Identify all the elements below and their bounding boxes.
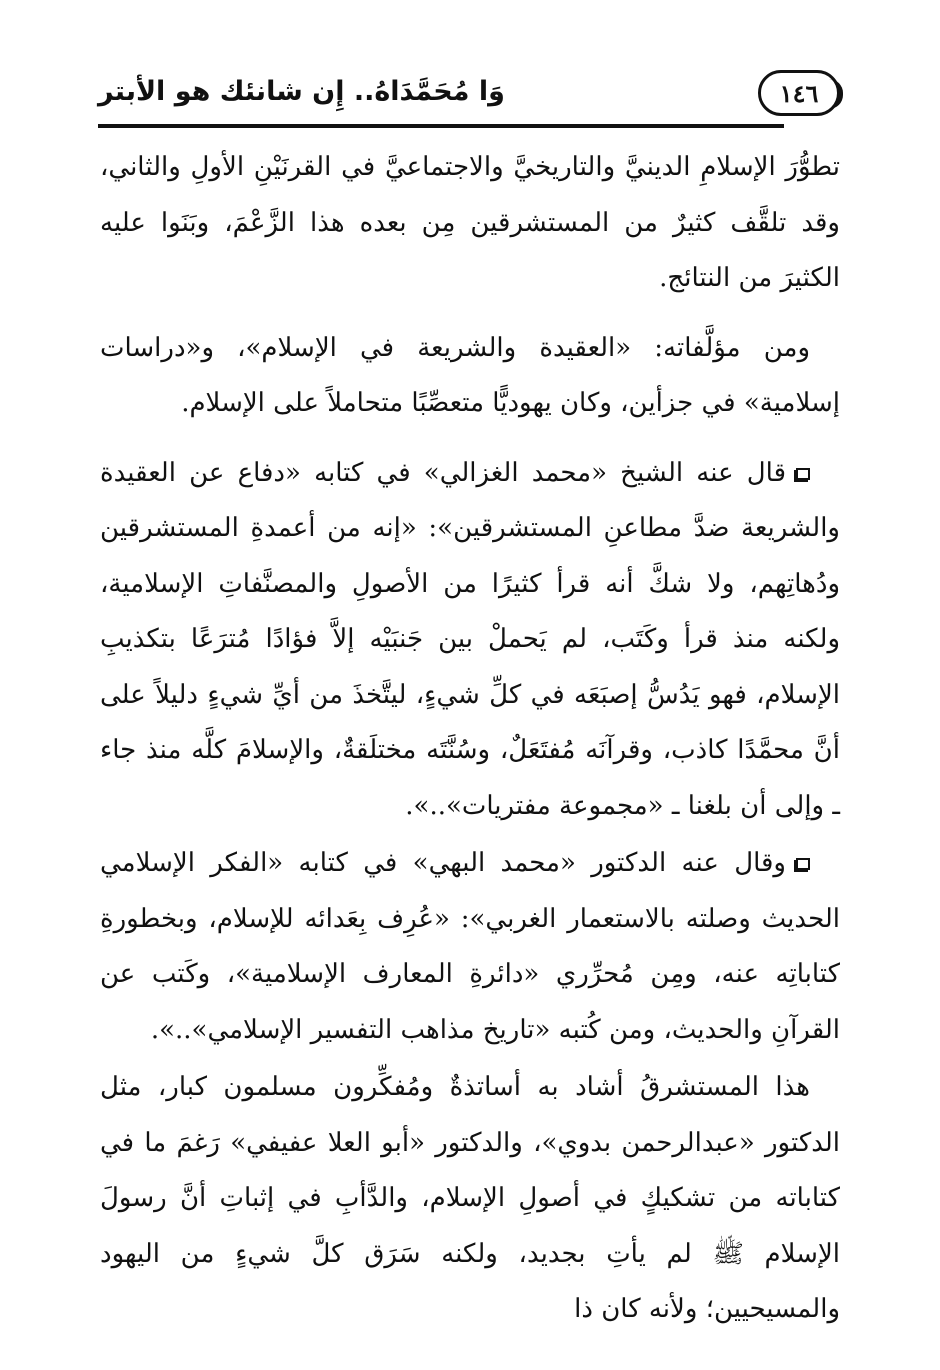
page-number: ١٤٦ (758, 70, 840, 116)
square-bullet-icon (796, 468, 810, 480)
paragraph-ghazali-quote (100, 446, 840, 835)
header-rule (98, 124, 784, 128)
paragraph-works: ومن مؤلَّفاته: «العقيدة والشريعة في الإسلام»، و«دراسات إسلامية» في جزأين، وكان يهوديًّا متعصِّبًا متحاملاً على الإسلام. (100, 332, 840, 418)
paragraph-praise: هذا المستشرقُ أشاد به أساتذةٌ ومُفكِّرون مسلمون كبار، مثل الدكتور «عبدالرحمن بدوي»، والدكتور «أبو العلا عفيفي» رَغمَ ما في كتاباته من تشكيكٍ في أصولِ الإسلام، والدَّأبِ في إثباتِ أنَّ رسولَ الإسلام ﷺ لم يأتِ بجديد، ولكنه سَرَق كلَّ شيءٍ من اليهود والمسيحيين؛ ولأنه كان ذا (100, 1072, 840, 1324)
square-bullet-icon (796, 858, 810, 870)
paragraph-bahi-quote (100, 836, 840, 1058)
paragraph-text: قال عنه الشيخ «محمد الغزالي» في كتابه «دفاع عن العقيدة والشريعة ضدَّ مطاعنِ المستشرقين»: «إنه من أعمدةِ المستشرقين ودُهاتِهم، ولا شكَّ أنه قرأ كثيرًا من الأصولِ والمصنَّفاتِ الإسلامية، ولكنه منذ قرأ وكَتَب، لم يَحملْ بين جَنبَيْه إلاَّ فؤادًا مُترَعًا بتكذيبِ الإسلام، فهو يَدُسُّ إصبَعَه في كلِّ شيءٍ، ليتَّخذَ من أيِّ شيءٍ دليلاً على أنَّ محمَّدًا كاذب، وقرآنَه مُفتَعَلٌ، وسُنَّتَه مختلَقةٌ، والإسلامَ كلَّه منذ جاء ـ وإلى أن بلغنا ـ «مجموعة مفتريات»..». (100, 457, 840, 821)
running-title: وَا مُحَمَّدَاهُ.. إِن شانئك هو الأبتر (98, 76, 505, 107)
page-body (100, 140, 840, 1352)
paragraph-continuation: تطوُّرَ الإسلامِ الدينيَّ والتاريخيَّ والاجتماعيَّ في القرنَيْنِ الأولِ والثاني، وقد تلقَّف كثيرٌ من المستشرقين مِن بعده هذا الزَّعْمَ، وبَنَوا عليه الكثيرَ من النتائج. (100, 152, 840, 293)
running-header (98, 62, 840, 128)
paragraph-text: وقال عنه الدكتور «محمد البهي» في كتابه «الفكر الإسلامي الحديث وصلته بالاستعمار الغربي»: «عُرِف بِعَدائه للإسلام، وبخطورةِ كتاباتِه عنه، ومِن مُحرِّري «دائرةِ المعارف الإسلامية»، وكَتب عن القرآنِ والحديث، ومن كُتبه «تاريخ مذاهب التفسير الإسلامي»..». (100, 848, 840, 1045)
